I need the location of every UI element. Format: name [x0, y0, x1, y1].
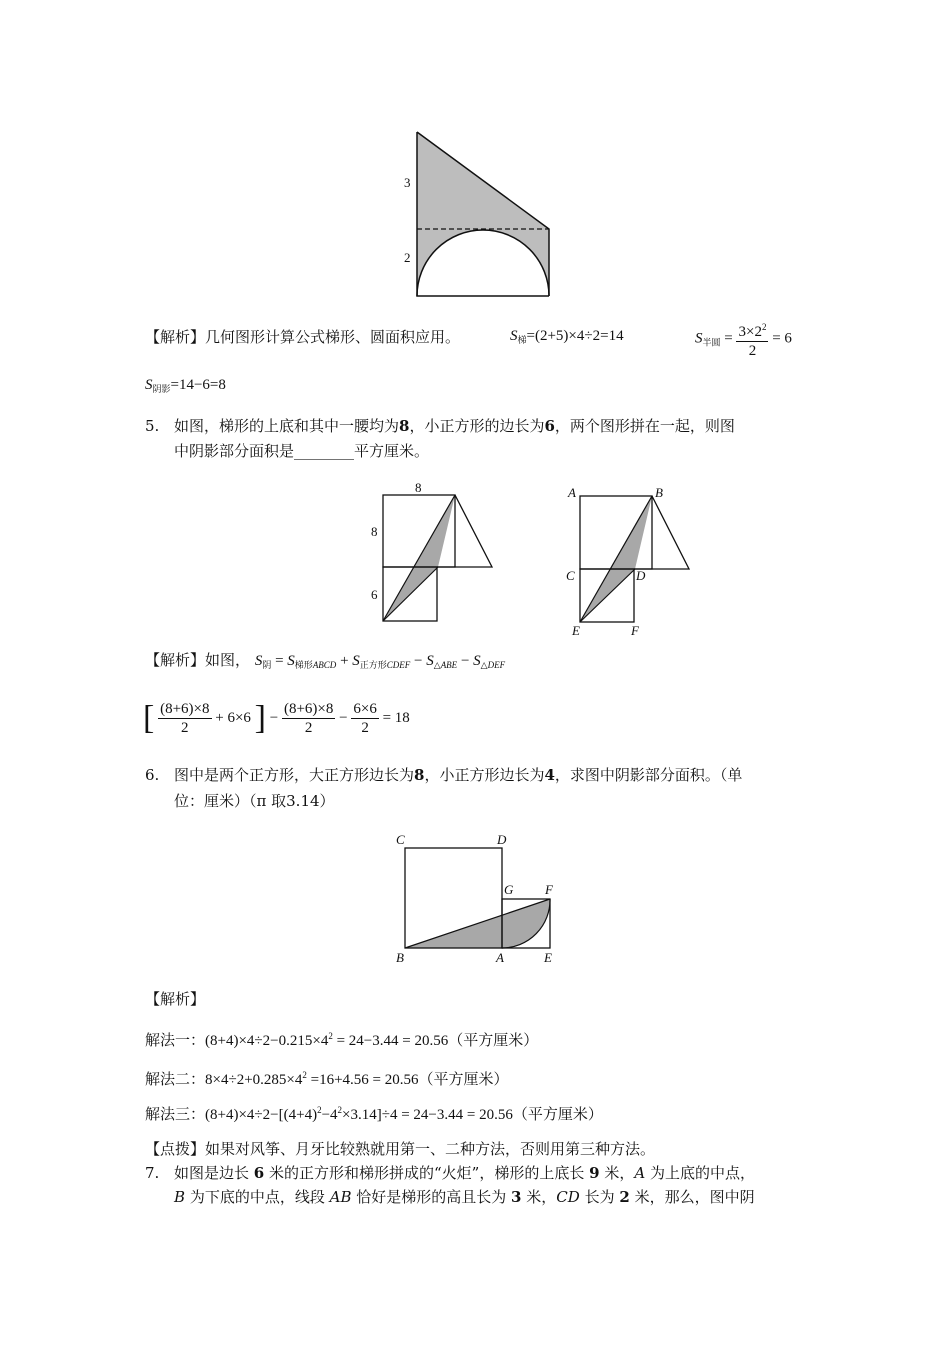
question-7-line2: B 为下底的中点，线段 AB 恰好是梯形的高且长为 3 米，CD 长为 2 米，那么，图中阴: [174, 1188, 755, 1206]
label-G: G: [504, 882, 514, 897]
label-A: A: [568, 485, 576, 500]
formula-semicircle-area: $S_{半圆}$ = $\frac{3\times 2^2}{2}$ = 6: [695, 318, 792, 360]
label-E: E: [544, 950, 552, 965]
label-3: 3: [404, 175, 411, 190]
question-7: 7. 如图是边长 6 米的正方形和梯形拼成的“火炬”，梯形的上底长 9 米，A 为上底的中点，: [145, 1164, 756, 1182]
label-2: 2: [404, 250, 411, 265]
method-2: 解法二：$8\times 4\div 2+0.285\times 4^2 =16+4.56 = 20.56$（平方厘米）: [145, 1070, 509, 1088]
label-D: D: [636, 568, 646, 583]
question-number: 5.: [145, 417, 160, 435]
method-1: 解法一：$(8+4)\times 4\div 2-0.215\times 4^2 = 24-3.44 = 20.56$（平方厘米）: [145, 1031, 539, 1049]
figure-5-left: [365, 478, 500, 628]
analysis-tag: 【解析】: [145, 651, 206, 669]
analysis-tag: 【解析】: [145, 328, 206, 346]
fraction: $\frac{3\times 2^2}{2}$: [736, 318, 768, 360]
label-8-side: 8: [371, 524, 378, 539]
figure-5-right: [562, 484, 697, 639]
solution-5: 【解析】如图， $S_阴 = S_{梯形ABCD} + S_{正方形CDEF} - S_{\triangle ABE} - S_{\triangle DEF}$: [145, 651, 506, 670]
analysis-text: 几何图形计算公式梯形、圆面积应用。: [205, 328, 461, 346]
question-number: 7.: [145, 1164, 160, 1182]
tip-tag: 【点拨】: [145, 1140, 206, 1158]
question-6: 6. 图中是两个正方形，大正方形边长为8，小正方形边长为4，求图中阴影部分面积。（单: [145, 766, 743, 784]
formula-shaded-area: $S_{阴影}=14-6=8$: [145, 377, 226, 394]
label-6: 6: [371, 587, 378, 602]
label-D: D: [497, 832, 507, 847]
question-5: 5. 如图，梯形的上底和其中一腰均为8，小正方形的边长为6，两个图形拼在一起，则图: [145, 417, 735, 435]
label-B: B: [396, 950, 404, 965]
figure-trapezoid-semicircle: [395, 125, 565, 305]
label-8-top: 8: [415, 480, 422, 495]
label-A: A: [496, 950, 504, 965]
method-3: 解法三：$(8+4)\times 4\div 2-[(4+4)^2-4^2\times 3.14]\div 4 = 24-3.44 = 20.56$（平方厘米）: [145, 1105, 603, 1123]
label-E: E: [572, 623, 580, 638]
figure-6-squares: [390, 830, 565, 970]
question-number: 6.: [145, 766, 160, 784]
label-C: C: [566, 568, 575, 583]
tip: 【点拨】如果对风筝、月牙比较熟就用第一、二种方法，否则用第三种方法。: [145, 1140, 656, 1158]
formula-trapezoid-area: $S_梯=(2+5)\times 4\div 2=14$: [510, 328, 624, 345]
label-C: C: [396, 832, 405, 847]
solution-4: [145, 326, 460, 348]
label-F: F: [631, 623, 639, 638]
solution-6-tag: 【解析】: [145, 990, 206, 1008]
solution-5-expression: [ $\frac{(8+6)\times 8}{2}$ + 6×6 ] − $\frac{(8+6)\times 8}{2}$ − $\frac{6\times 6}{2}$ = 18: [143, 699, 410, 737]
label-B: B: [655, 485, 663, 500]
question-6-line2: 位：厘米）（π 取3.14）: [174, 792, 335, 810]
label-F: F: [545, 882, 553, 897]
question-5-line2: 中阴影部分面积是________平方厘米。: [174, 442, 430, 460]
